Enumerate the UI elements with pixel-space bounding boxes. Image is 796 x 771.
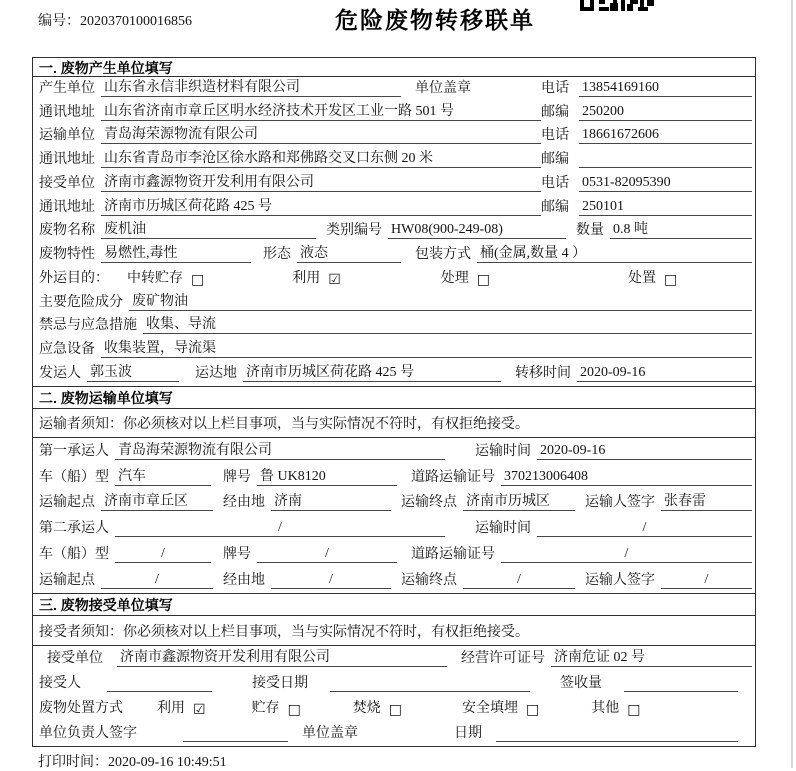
- field-value: [624, 675, 738, 692]
- field-label: 单位盖章: [415, 80, 471, 96]
- field-value: 山东省济南市章丘区明水经济技术开发区工业一路 501 号: [101, 100, 541, 121]
- option-label: 安全填埋: [462, 701, 519, 716]
- field-value: [107, 675, 212, 692]
- checkbox-unchecked-icon: □: [476, 271, 491, 288]
- phone-group: [541, 172, 752, 192]
- phone-group: [541, 124, 752, 144]
- row-receiver-unit: [33, 172, 755, 196]
- row-contraindications: [33, 315, 755, 339]
- checkbox-checked-icon: ☑: [193, 702, 206, 718]
- row-receiver-address: [33, 196, 755, 220]
- field-label: 运达地: [195, 365, 237, 381]
- print-time-label: 打印时间：: [38, 755, 108, 770]
- field-value: 0.8 吨: [610, 218, 752, 239]
- field-label: 第二承运人: [39, 521, 109, 537]
- field-label: 牌号: [223, 469, 251, 485]
- field-value: 液态: [297, 242, 401, 263]
- field-label: 邮编: [541, 199, 569, 215]
- field-value: 济南市鑫源物资开发利用有限公司: [101, 171, 541, 192]
- field-label: 运输终点: [401, 495, 457, 511]
- field-value: 济南: [271, 490, 391, 511]
- field-label: 第一承运人: [39, 443, 109, 459]
- field-label: 通讯地址: [39, 104, 95, 120]
- field-label: 通讯地址: [39, 152, 95, 168]
- field-value: 收集、导流: [143, 313, 752, 334]
- field-label: 包装方式: [415, 247, 471, 263]
- field-value: 张春雷: [661, 490, 752, 511]
- field-label: 废物名称: [39, 223, 95, 239]
- checkbox-checked-icon: ☑: [328, 271, 341, 288]
- field-value: 250200: [579, 104, 752, 121]
- row-producer-address: [33, 101, 755, 125]
- checkbox-unchecked-icon: □: [287, 702, 301, 718]
- field-label: 运输起点: [39, 495, 95, 511]
- row-disposal-method: [33, 696, 755, 721]
- field-value: 250101: [579, 199, 752, 216]
- section1-header: 一. 废物产生单位填写: [33, 58, 755, 77]
- field-value: /: [271, 572, 391, 589]
- field-label: 车（船）型: [39, 547, 109, 563]
- field-value: 济南市章丘区: [101, 490, 213, 511]
- row-hazardous-components: [33, 291, 755, 315]
- phone-group: [541, 77, 752, 97]
- field-value: /: [501, 546, 752, 563]
- field-value: 0531-82095390: [579, 175, 752, 192]
- field-value: 青岛海荣源物流有限公司: [101, 123, 541, 144]
- field-value: 370213006408: [501, 469, 752, 486]
- field-value: [183, 725, 288, 742]
- field-label: 运输起点: [39, 572, 95, 588]
- row-transport-address: [33, 148, 755, 172]
- row-second-carrier: [33, 515, 755, 541]
- field-value: 济南市历城区荷花路 425 号: [243, 361, 501, 382]
- option-label: 利用: [292, 270, 321, 286]
- field-label: 经营许可证号: [461, 651, 545, 666]
- field-label: 应急设备: [39, 342, 95, 358]
- row-responsible-signature: [33, 721, 755, 746]
- field-value: /: [661, 572, 752, 589]
- disposal-option-incineration: [353, 697, 402, 717]
- field-label: 运输单位: [39, 128, 95, 144]
- section1-body: [33, 77, 755, 386]
- field-label: 经由地: [223, 495, 265, 511]
- field-label: 数量: [576, 223, 604, 239]
- section3-notice: 接受者须知：你必须核对以上栏目事项，当与实际情况不符时，有权拒绝接受。: [33, 616, 755, 646]
- field-label: 单位负责人签字: [39, 726, 137, 741]
- field-value: 废机油: [101, 218, 316, 239]
- field-value: 济南危证 02 号: [551, 646, 752, 667]
- row-waste-name: [33, 220, 755, 244]
- section3-body: [33, 646, 755, 746]
- manifest-form-table: [32, 57, 756, 747]
- field-value: 废矿物油: [129, 290, 752, 311]
- row-waste-characteristics: [33, 243, 755, 267]
- field-value: 13854169160: [579, 80, 752, 97]
- field-value: /: [101, 572, 213, 589]
- field-label: 接受单位: [39, 175, 95, 191]
- section3-header: 三. 废物接受单位填写: [33, 593, 755, 616]
- field-value: 济南市鑫源物资开发利用有限公司: [117, 646, 447, 667]
- field-label: 禁忌与应急措施: [39, 318, 137, 334]
- field-label: 日期: [454, 726, 482, 741]
- field-value: 汽车: [115, 465, 211, 486]
- page-title: 危险废物转移联单: [335, 7, 535, 33]
- row-acceptor: [33, 671, 755, 696]
- field-label: 类别编号: [326, 223, 382, 239]
- field-label: 发运人: [39, 365, 81, 381]
- print-time-value: 2020-09-16 10:49:51: [108, 755, 227, 770]
- field-value: /: [115, 546, 211, 563]
- field-label: 形态: [263, 247, 291, 263]
- option-label: 其他: [591, 701, 620, 716]
- field-value: /: [115, 520, 445, 537]
- checkbox-unchecked-icon: □: [191, 271, 205, 288]
- field-label: 主要危险成分: [39, 294, 123, 310]
- row-route-1: [33, 490, 755, 516]
- checkbox-unchecked-icon: □: [664, 271, 678, 288]
- field-value: [330, 675, 530, 692]
- purpose-option-utilize: [292, 267, 341, 287]
- field-value: 济南市历城区: [463, 490, 575, 511]
- field-label: 邮编: [541, 104, 569, 120]
- field-label: 转移时间: [515, 365, 571, 381]
- page-edge: [791, 0, 793, 768]
- field-value: /: [537, 520, 752, 537]
- option-label: 中转贮存: [127, 270, 183, 286]
- field-value: 山东省青岛市李沧区徐水路和郑佛路交叉口东侧 20 米: [101, 147, 541, 168]
- row-accepting-unit: [33, 646, 755, 671]
- row-producer-unit: [33, 77, 755, 101]
- field-value: 青岛海荣源物流有限公司: [115, 439, 445, 460]
- serial-label: 编号：: [38, 14, 80, 29]
- qr-code-fragment: [580, 0, 654, 11]
- row-route-2: [33, 567, 755, 593]
- field-label: 电话: [541, 128, 569, 144]
- field-value: /: [463, 572, 575, 589]
- field-label: 接受日期: [252, 676, 308, 691]
- postcode-group: [541, 101, 752, 121]
- purpose-option-transfer-storage: [127, 267, 204, 287]
- field-value: 收集装置，导流渠: [101, 337, 752, 358]
- section2-notice: 运输者须知：你必须核对以上栏目事项，当与实际情况不符时，有权拒绝接受。: [33, 409, 755, 438]
- row-transport-unit: [33, 125, 755, 149]
- field-label: 接受人: [39, 676, 81, 691]
- option-label: 利用: [157, 701, 185, 716]
- section2-body: [33, 438, 755, 593]
- field-label: 废物处置方式: [39, 701, 123, 716]
- disposal-option-landfill: [462, 697, 539, 717]
- field-label: 运输人签字: [585, 495, 655, 511]
- checkbox-unchecked-icon: □: [388, 702, 403, 718]
- field-value: HW08(900-249-08): [388, 222, 566, 239]
- field-label: 车（船）型: [39, 469, 109, 485]
- field-label: 电话: [541, 80, 569, 96]
- row-vehicle-type-1: [33, 464, 755, 490]
- field-value: /: [257, 546, 397, 563]
- field-label: 运输时间: [475, 521, 531, 537]
- serial-number: 2020370100016856: [80, 14, 192, 29]
- field-value: 2020-09-16: [537, 443, 752, 460]
- field-value: [496, 725, 738, 742]
- row-transfer-purpose: [33, 267, 755, 291]
- purpose-option-treat: [441, 267, 490, 287]
- field-value: 鲁 UK8120: [257, 465, 397, 486]
- field-label: 运输时间: [475, 443, 531, 459]
- option-label: 处理: [440, 270, 469, 286]
- field-label: 道路运输证号: [411, 547, 495, 563]
- option-label: 焚烧: [352, 701, 381, 716]
- disposal-option-other: [591, 697, 640, 717]
- field-value: 郭玉波: [87, 361, 179, 382]
- field-label: 产生单位: [39, 80, 95, 96]
- field-value: 桶(金属,数量 4 ）: [477, 242, 752, 263]
- field-label: 经由地: [223, 572, 265, 588]
- field-label: 道路运输证号: [411, 469, 495, 485]
- print-time-line: [38, 751, 227, 771]
- field-value: 易燃性,毒性: [101, 242, 251, 263]
- field-label: 废物特性: [39, 247, 95, 263]
- field-value: 济南市历城区荷花路 425 号: [101, 195, 541, 216]
- field-label: 签收量: [560, 676, 602, 691]
- field-label: 单位盖章: [302, 726, 358, 741]
- field-label: 通讯地址: [39, 199, 95, 215]
- field-value: [579, 151, 752, 168]
- disposal-option-utilize: [157, 697, 206, 717]
- field-value: 山东省永信非织造材料有限公司: [101, 76, 401, 97]
- option-label: 贮存: [251, 701, 280, 716]
- checkbox-unchecked-icon: □: [627, 702, 641, 718]
- purpose-option-dispose: [628, 267, 677, 287]
- field-value: 2020-09-16: [577, 365, 752, 382]
- field-label: 接受单位: [47, 651, 103, 666]
- option-label: 处置: [628, 270, 657, 286]
- postcode-group: [541, 148, 752, 168]
- row-first-carrier: [33, 438, 755, 464]
- disposal-option-storage: [252, 697, 301, 717]
- row-emergency-equipment: [33, 338, 755, 362]
- row-shipper: [33, 362, 755, 386]
- field-value: 18661672606: [579, 127, 752, 144]
- row-vehicle-type-2: [33, 541, 755, 567]
- field-label: 运输人签字: [585, 572, 655, 588]
- postcode-group: [541, 196, 752, 216]
- field-label: 邮编: [541, 152, 569, 168]
- section2-header: 二. 废物运输单位填写: [33, 386, 755, 409]
- field-label: 电话: [541, 175, 569, 191]
- field-label: 外运目的：: [39, 270, 109, 286]
- field-label: 牌号: [223, 547, 251, 563]
- field-label: 运输终点: [401, 572, 457, 588]
- checkbox-unchecked-icon: □: [526, 702, 540, 718]
